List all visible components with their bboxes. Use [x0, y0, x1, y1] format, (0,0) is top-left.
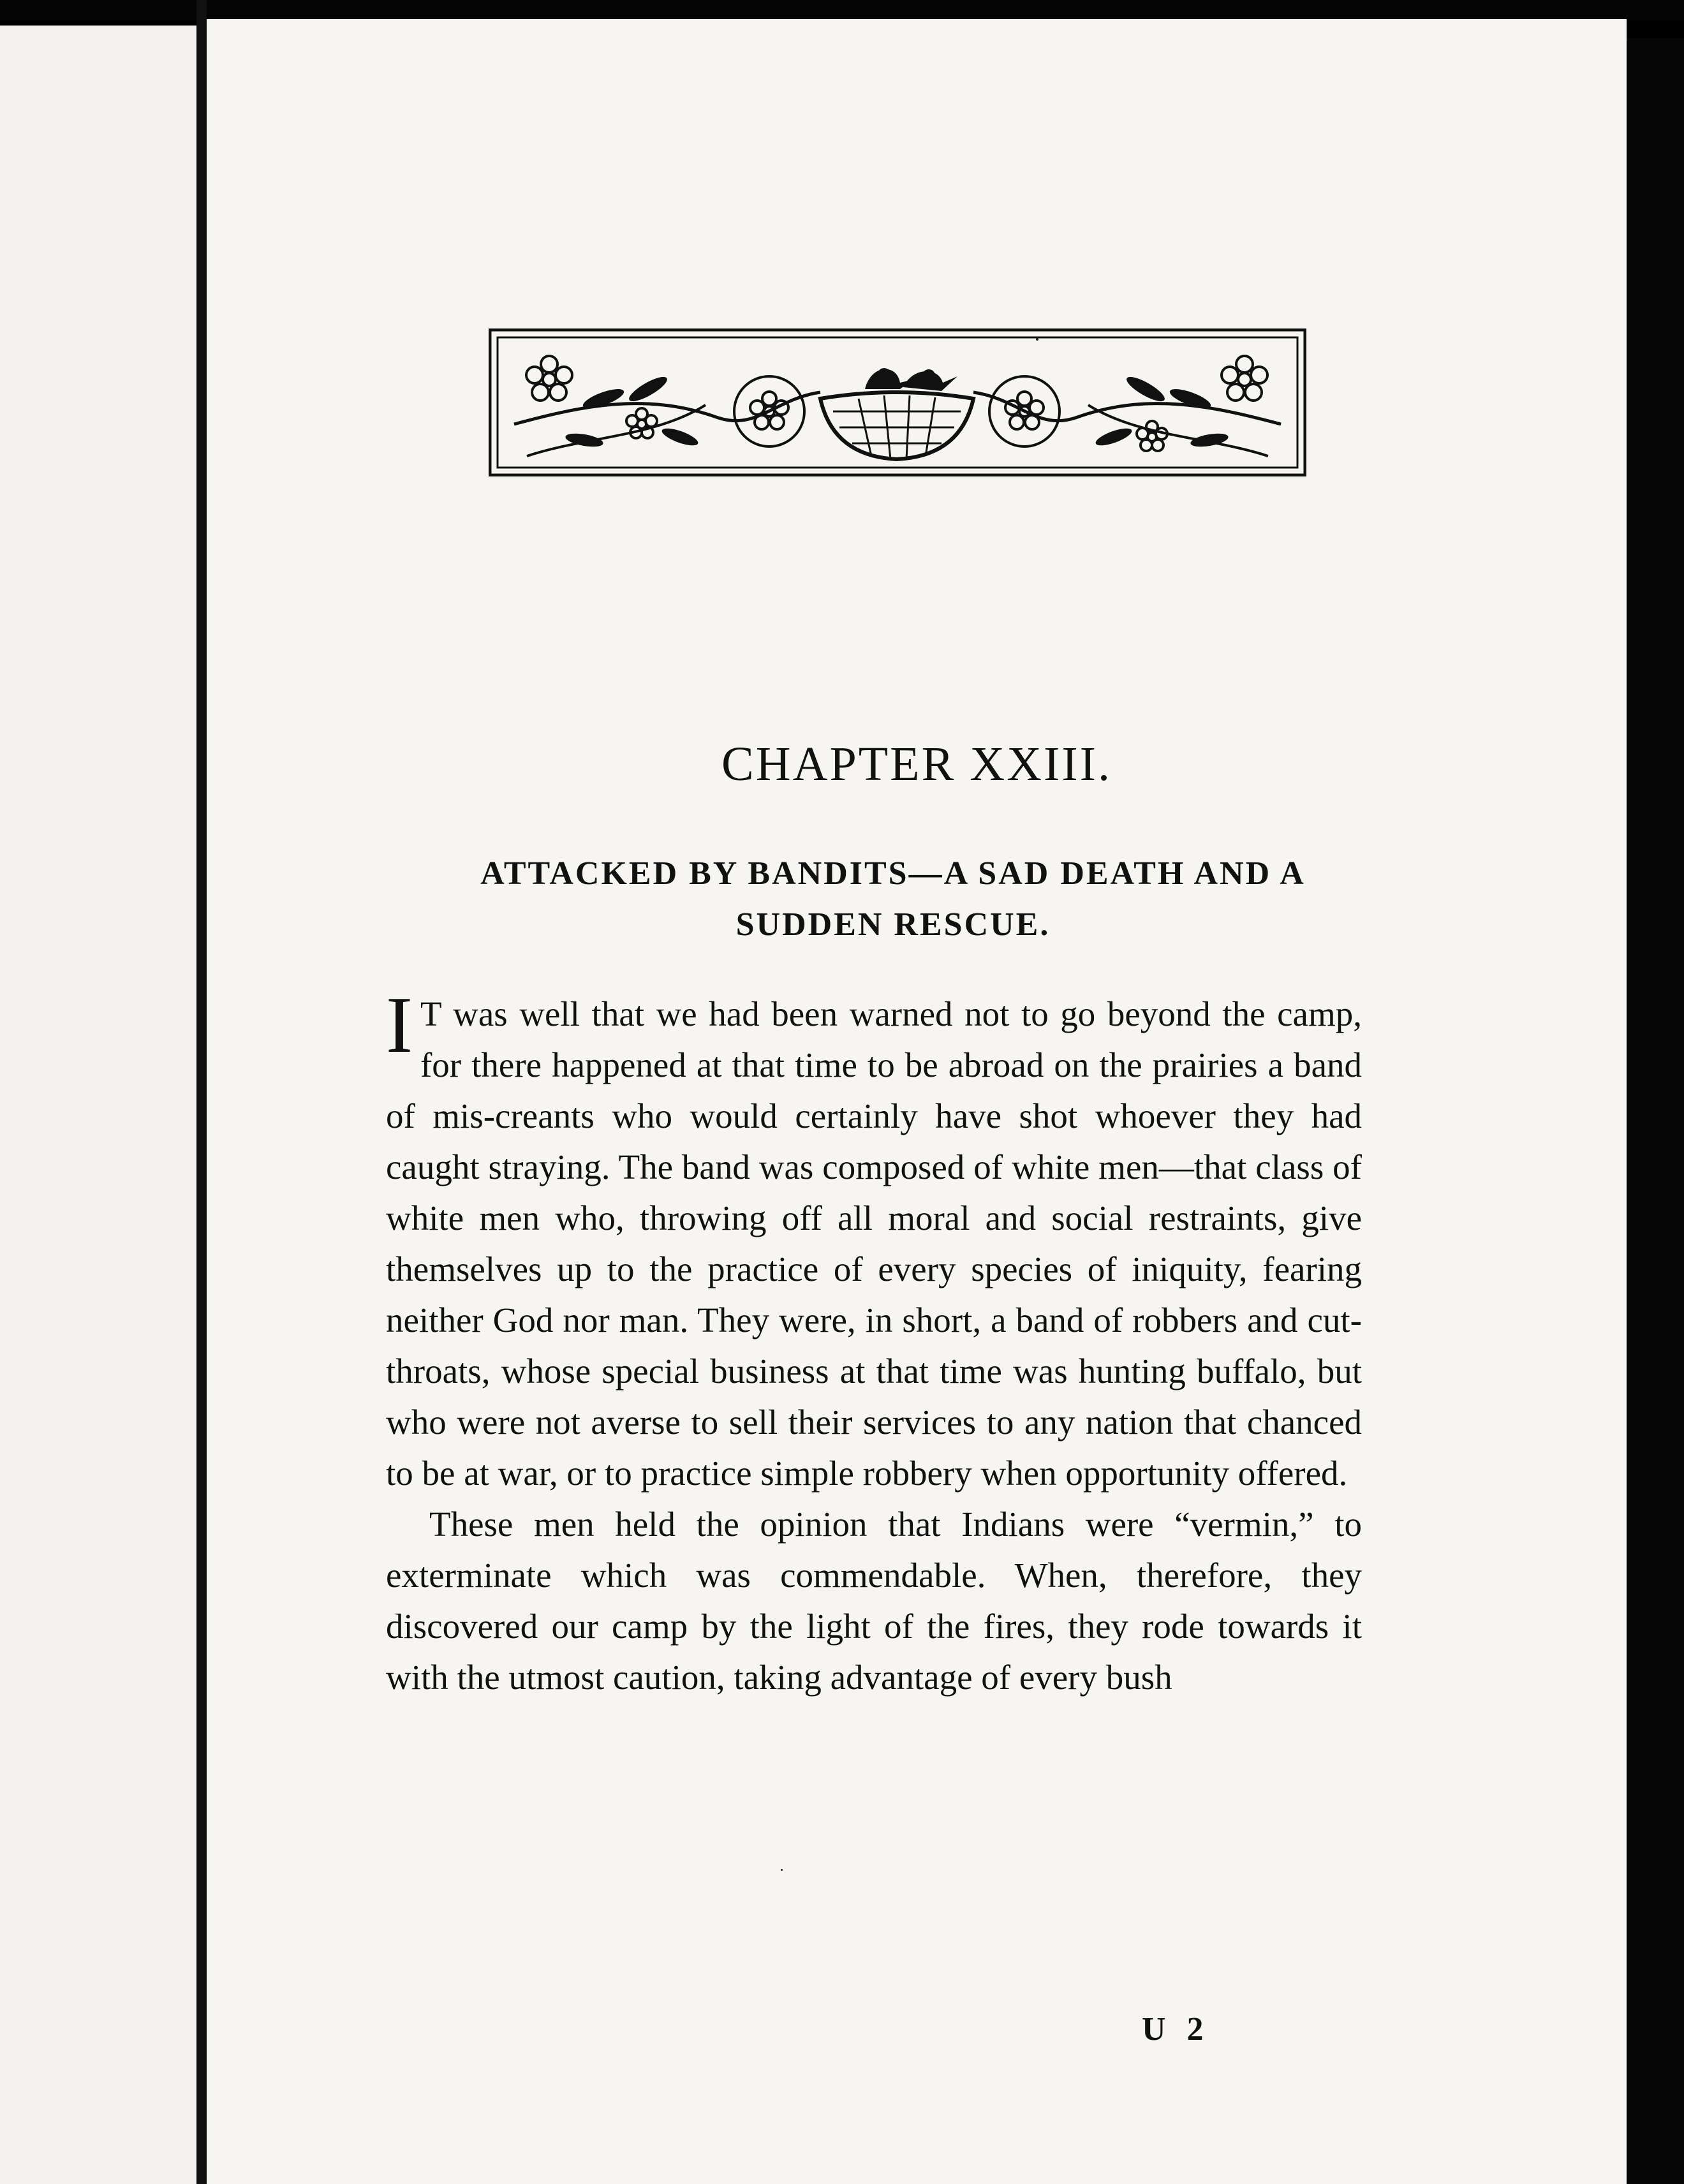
chapter-subtitle-line2: SUDDEN RESCUE.: [735, 906, 1051, 943]
paragraph-2: These men held the opinion that Indians were “vermin,” to exterminate which was commendable. When, therefore, they discovered our camp by the light of the fires, they rode towards it with the utmost caution, taking advantage of every bush: [386, 1505, 1362, 1697]
ornament-headpiece: [489, 328, 1306, 476]
paragraph-1-first-letters: T: [420, 994, 441, 1033]
signature-mark: U 2: [1142, 2011, 1210, 2048]
paper-speck: [781, 1869, 783, 1871]
book-gutter: [196, 0, 207, 2184]
drop-cap: I: [386, 981, 413, 1070]
chapter-subtitle-line1: ATTACKED BY BANDITS—A SAD DEATH AND A: [480, 855, 1306, 892]
paragraph-1: [386, 981, 1362, 1499]
paragraph-1-text: was well that we had been warned not to go beyond the camp, for there happened at that time to be abroad on the prairies a band of mis-creants who would certainly have shot whoever they had caught straying. The band was composed of white men—that class of white men who, throwing off all moral and social restraints, give themselves up to the practice of every species of iniquity, fearing neither God nor man. They were, in short, a band of robbers and cut-throats, whose special business at that time was hunting buffalo, but who were not averse to sell their services to any nation that chanced to be at war, or to practice simple robbery when opportunity offered.: [386, 994, 1362, 1493]
chapter-subtitle: [421, 848, 1365, 950]
left-page: [0, 26, 196, 2184]
scan-top-edge: [0, 0, 1684, 20]
scan-right-edge: [1627, 38, 1684, 2184]
body-text: [386, 981, 1362, 1703]
chapter-title: CHAPTER XXIII.: [721, 737, 1112, 791]
